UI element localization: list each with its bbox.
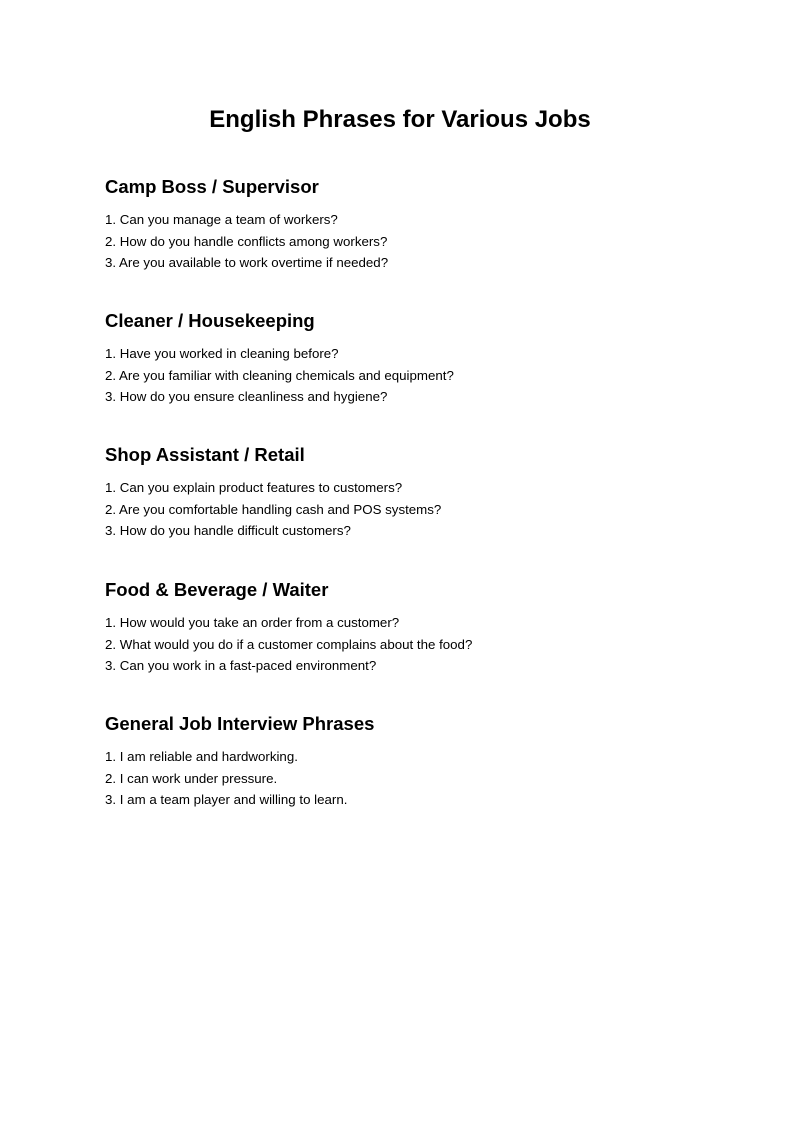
section-heading: General Job Interview Phrases — [105, 713, 375, 734]
list-item: 1. Have you worked in cleaning before? — [105, 346, 339, 361]
list-item: 3. I am a team player and willing to learn. — [105, 792, 348, 807]
phrase-list — [105, 477, 705, 542]
phrase-list — [105, 209, 705, 274]
list-item: 1. How would you take an order from a customer? — [105, 615, 400, 630]
list-item: 2. What would you do if a customer complains about the food? — [105, 636, 473, 652]
list-item: 1. Can you explain product features to customers? — [105, 480, 403, 495]
list-item: 2. Are you familiar with cleaning chemicals and equipment? — [105, 367, 454, 383]
phrase-list — [105, 612, 705, 677]
section-camp-boss — [105, 175, 705, 274]
list-item: 2. Are you comfortable handling cash and POS systems? — [105, 501, 442, 517]
list-item: 2. How do you handle conflicts among workers? — [105, 233, 388, 249]
list-item: 3. Are you available to work overtime if needed? — [105, 255, 389, 270]
document-title: English Phrases for Various Jobs — [209, 106, 591, 133]
list-item: 3. How do you handle difficult customers? — [105, 523, 351, 538]
list-item: 2. I can work under pressure. — [105, 770, 278, 786]
list-item: 3. How do you ensure cleanliness and hygiene? — [105, 389, 388, 404]
section-heading: Cleaner / Housekeeping — [105, 310, 315, 331]
phrase-list — [105, 746, 705, 811]
section-food-beverage — [105, 578, 705, 677]
section-shop-assistant — [105, 443, 705, 542]
list-item: 3. Can you work in a fast-paced environment? — [105, 658, 377, 673]
list-item: 1. Can you manage a team of workers? — [105, 212, 338, 227]
section-cleaner — [105, 309, 705, 408]
section-general-interview — [105, 712, 705, 811]
section-heading: Shop Assistant / Retail — [105, 444, 305, 465]
list-item: 1. I am reliable and hardworking. — [105, 749, 298, 764]
section-heading: Camp Boss / Supervisor — [105, 176, 319, 197]
section-heading: Food & Beverage / Waiter — [105, 579, 329, 600]
phrase-list — [105, 343, 705, 408]
